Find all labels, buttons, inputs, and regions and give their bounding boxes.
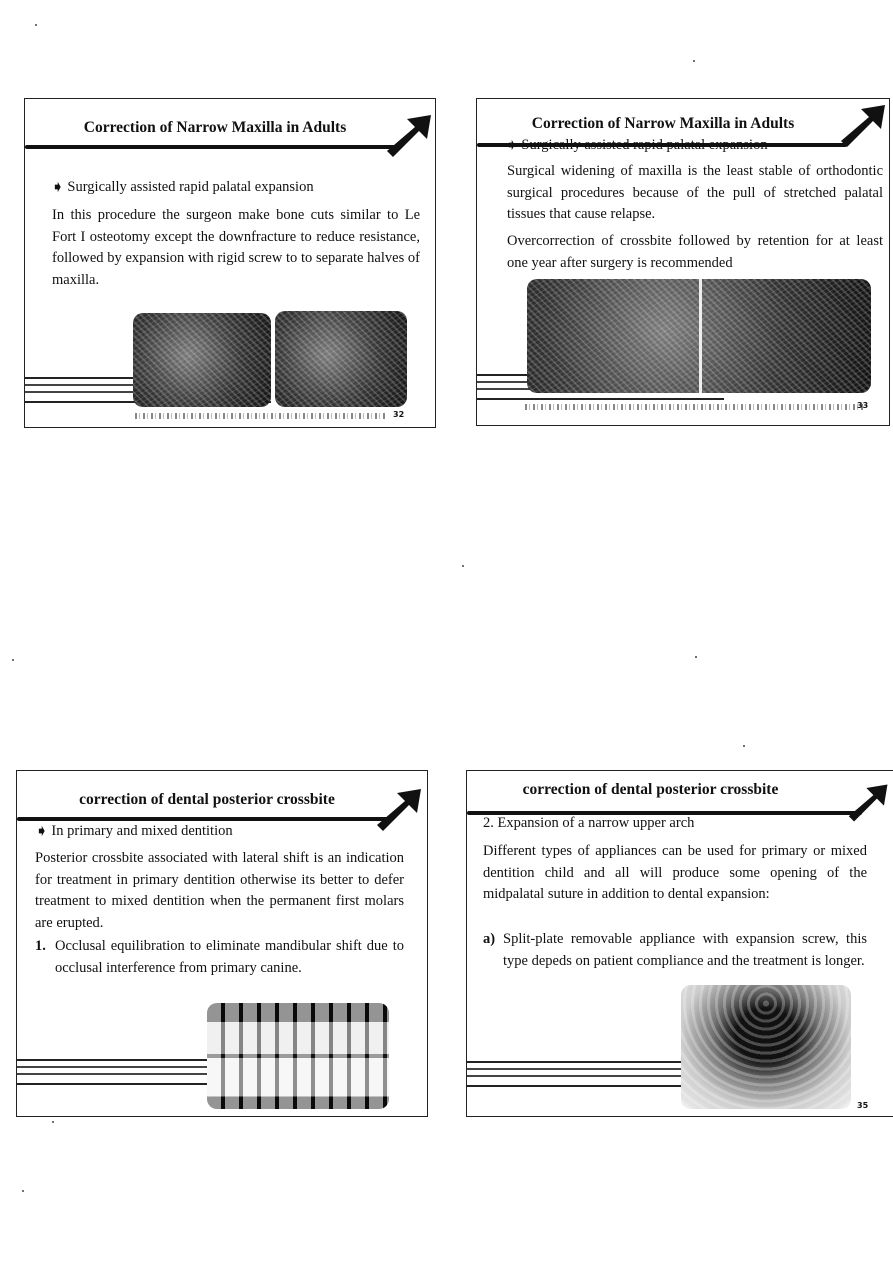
slide-number: 32	[393, 410, 405, 419]
subheading	[483, 815, 694, 832]
scan-speck	[12, 659, 14, 661]
body-paragraph: In this procedure the surgeon make bone cuts similar to Le Fort I osteotomy except the downfracture to reduce resistance, followed by expansion with rigid screw to to separate halves of maxilla.	[52, 207, 420, 288]
item-number: 1.	[35, 938, 46, 954]
slide-4	[466, 770, 893, 1117]
item-text: Split-plate removable appliance with expansion screw, this type depeds on patient compliance and the treatment is longer.	[503, 931, 867, 969]
scan-speck	[22, 1190, 24, 1192]
body-paragraph-2: Overcorrection of crossbite followed by retention for at least one year after surgery is recommended	[507, 233, 883, 271]
right-arrow-bullet-icon: ➧	[35, 822, 49, 840]
right-arrow-bullet-icon: ➧	[505, 136, 519, 154]
body-paragraph: Different types of appliances can be used for primary or mixed dentition child and all will produce some opening of the midpalatal suture in addition to dental expansion:	[483, 843, 867, 902]
body-paragraph-1: Surgical widening of maxilla is the least stable of orthodontic surgical procedures because of the pull of stretched palatal tissues that cause relapse.	[507, 163, 883, 222]
item-text: Occlusal equilibration to eliminate mandibular shift due to occlusal interference from primary canine.	[55, 938, 404, 976]
intraoral-photo-pair	[527, 279, 871, 393]
arrow-icon	[839, 103, 889, 149]
arrow-icon	[385, 113, 435, 159]
right-arrow-bullet-icon: ➧	[51, 178, 65, 196]
subheading	[35, 823, 233, 840]
slide-number: 35	[857, 1101, 869, 1110]
teeth-photo	[207, 1003, 389, 1109]
subheading	[505, 137, 768, 154]
scan-speck	[693, 60, 695, 62]
subheading-text: Surgically assisted rapid palatal expansion	[67, 179, 314, 195]
scan-speck	[462, 565, 464, 567]
scan-speck	[743, 745, 745, 747]
subheading-text: Surgically assisted rapid palatal expansion	[521, 137, 768, 153]
scan-speck	[695, 656, 697, 658]
slide-2	[476, 98, 890, 426]
intraoral-photo-left	[133, 313, 271, 407]
slide-number: 33	[857, 401, 869, 410]
subheading-text: In primary and mixed dentition	[51, 823, 233, 839]
subheading	[51, 179, 314, 196]
title-rule	[25, 145, 400, 149]
slide-title: correction of dental posterior crossbite	[79, 791, 335, 808]
palatal-appliance-photo	[681, 985, 851, 1109]
arrow-icon	[847, 781, 891, 825]
lettered-item	[483, 929, 867, 972]
slide-3	[16, 770, 428, 1117]
slide-title: correction of dental posterior crossbite	[522, 781, 779, 798]
body-paragraph: Posterior crossbite associated with lateral shift is an indication for treatment in primary dentition otherwise its better to defer treatment to mixed dentition when the permanent first molars are erupted.	[35, 850, 404, 931]
arrow-icon	[375, 787, 425, 833]
slide-title: Correction of Narrow Maxilla in Adults	[83, 119, 347, 136]
item-letter: a)	[483, 931, 496, 947]
title-rule	[17, 817, 392, 821]
noise-band	[135, 413, 385, 419]
subheading-text: 2. Expansion of a narrow upper arch	[483, 815, 695, 831]
slide-title: Correction of Narrow Maxilla in Adults	[531, 115, 795, 132]
scan-speck	[52, 1121, 54, 1123]
intraoral-photo-right	[275, 311, 407, 407]
scan-speck	[35, 24, 37, 26]
numbered-item	[35, 936, 404, 979]
slide-1	[24, 98, 436, 428]
noise-band	[525, 404, 865, 410]
